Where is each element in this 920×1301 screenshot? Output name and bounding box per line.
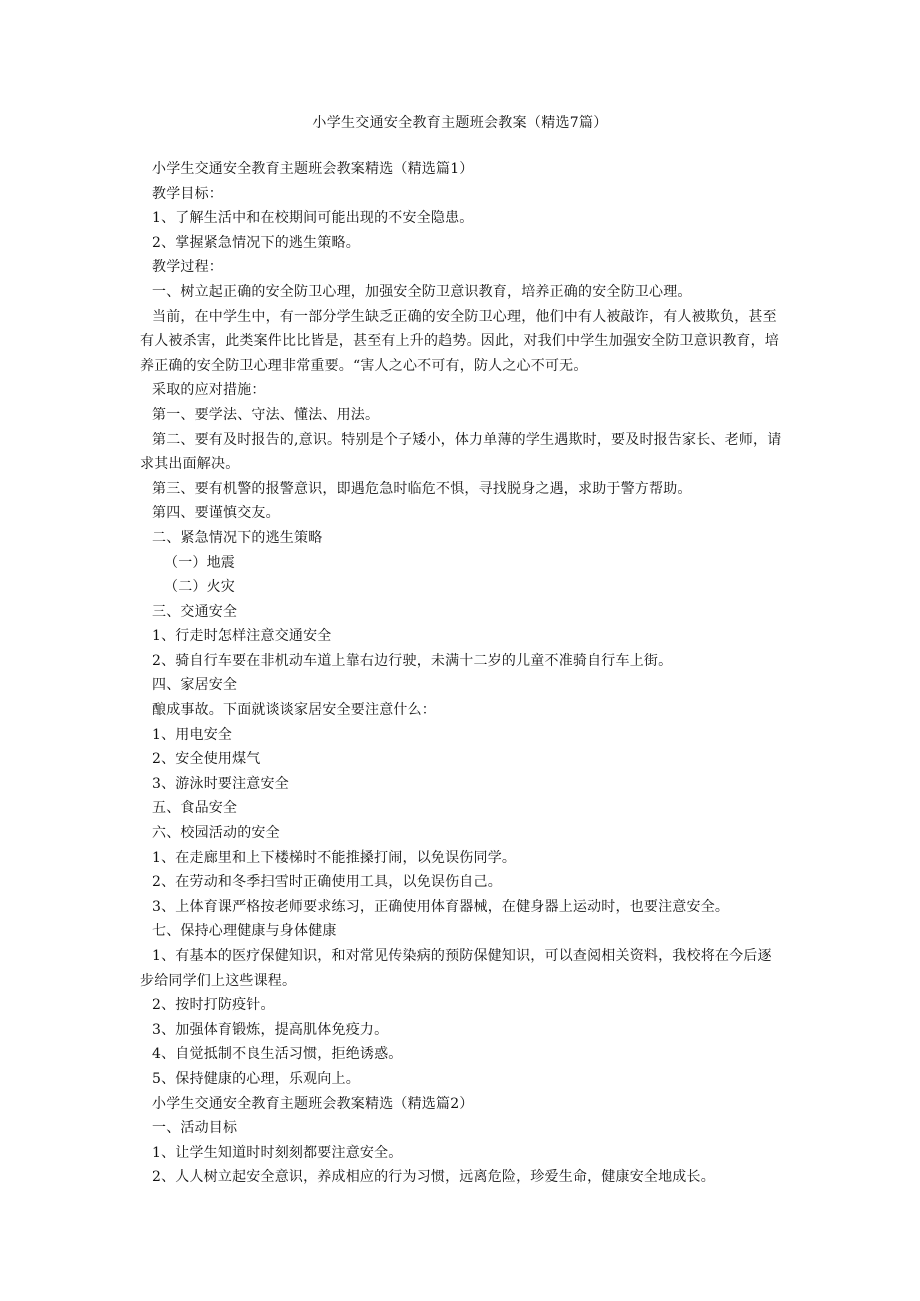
paragraph: 第三、要有机警的报警意识，即遇危急时临危不惧，寻找脱身之遇，求助于警方帮助。: [152, 480, 692, 497]
paragraph: 2、掌握紧急情况下的逃生策略。: [152, 234, 360, 251]
paragraph: 4、自觉抵制不良生活习惯，拒绝诱惑。: [152, 1046, 403, 1063]
paragraph: 二、紧急情况下的逃生策略: [152, 529, 323, 546]
document-title: 小学生交通安全教育主题班会教案（精选7篇）: [312, 115, 608, 131]
paragraph: 1、了解生活中和在校期间可能出现的不安全隐患。: [152, 210, 474, 227]
paragraph: 教学过程：: [152, 259, 223, 276]
paragraph: 三、交通安全: [152, 603, 238, 620]
paragraph: 采取的应对措施：: [152, 382, 266, 399]
document-body: [140, 157, 790, 1190]
paragraph: 一、树立起正确的安全防卫心理，加强安全防卫意识教育，培养正确的安全防卫心理。: [152, 283, 692, 300]
paragraph: （二）火灾: [164, 579, 235, 596]
paragraph: 3、加强体育锻炼，提高肌体免疫力。: [152, 1021, 389, 1038]
paragraph: 教学目标：: [152, 185, 223, 202]
section-heading: 小学生交通安全教育主题班会教案精选（精选篇1）: [152, 161, 474, 177]
paragraph: 2、在劳动和冬季扫雪时正确使用工具，以免误伤自己。: [152, 874, 502, 891]
paragraph: 1、让学生知道时时刻刻都要注意安全。: [152, 1144, 403, 1161]
paragraph: 一、活动目标: [152, 1120, 238, 1137]
paragraph: 2、按时打防疫针。: [152, 997, 275, 1014]
paragraph: 四、家居安全: [152, 677, 238, 694]
paragraph: 1、用电安全: [152, 726, 233, 743]
paragraph: 2、人人树立起安全意识，养成相应的行为习惯，远离危险，珍爱生命，健康安全地成长。: [152, 1169, 715, 1186]
paragraph: 5、保持健康的心理，乐观向上。: [152, 1070, 360, 1087]
section-heading: 小学生交通安全教育主题班会教案精选（精选篇2）: [152, 1095, 474, 1112]
paragraph: 2、安全使用煤气: [152, 751, 261, 768]
paragraph: 第一、要学法、守法、懂法、用法。: [152, 406, 380, 423]
paragraph: 3、游泳时要注意安全: [152, 775, 289, 792]
paragraph: 1、行走时怎样注意交通安全: [152, 628, 332, 645]
paragraph: 当前，在中学生中，有一部分学生缺乏正确的安全防卫心理，他们中有人被敲诈，有人被欺负，甚至有人被杀害，此类案件比比皆是，甚至有上升的趋势。因此，对我们中学生加强安全防卫意识教育，培养正确的安全防卫心理非常重要。“害人之心不可有，防人之心不可无。: [140, 308, 779, 374]
paragraph: （一）地震: [164, 554, 235, 571]
paragraph: 七、保持心理健康与身体健康: [152, 923, 337, 940]
paragraph: 酿成事故。下面就谈谈家居安全要注意什么：: [152, 702, 436, 719]
paragraph: 五、食品安全: [152, 800, 238, 817]
paragraph: 1、有基本的医疗保健知识，和对常见传染病的预防保健知识，可以查阅相关资料，我校将在今后逐步给同学们上这些课程。: [140, 948, 772, 989]
paragraph: 第二、要有及时报告的,意识。特别是个子矮小，体力单薄的学生遇欺时，要及时报告家长、老师，请求其出面解决。: [140, 431, 782, 473]
paragraph: 六、校园活动的安全: [152, 825, 280, 842]
paragraph: 3、上体育课严格按老师要求练习，正确使用体育器械，在健身器上运动时，也要注意安全。: [152, 898, 730, 915]
paragraph: 第四、要谨慎交友。: [152, 505, 280, 522]
paragraph: 2、骑自行车要在非机动车道上靠右边行驶，未满十二岁的儿童不准骑自行车上街。: [152, 652, 673, 669]
paragraph: 1、在走廊里和上下楼梯时不能推搡打闹，以免误伤同学。: [152, 849, 517, 866]
